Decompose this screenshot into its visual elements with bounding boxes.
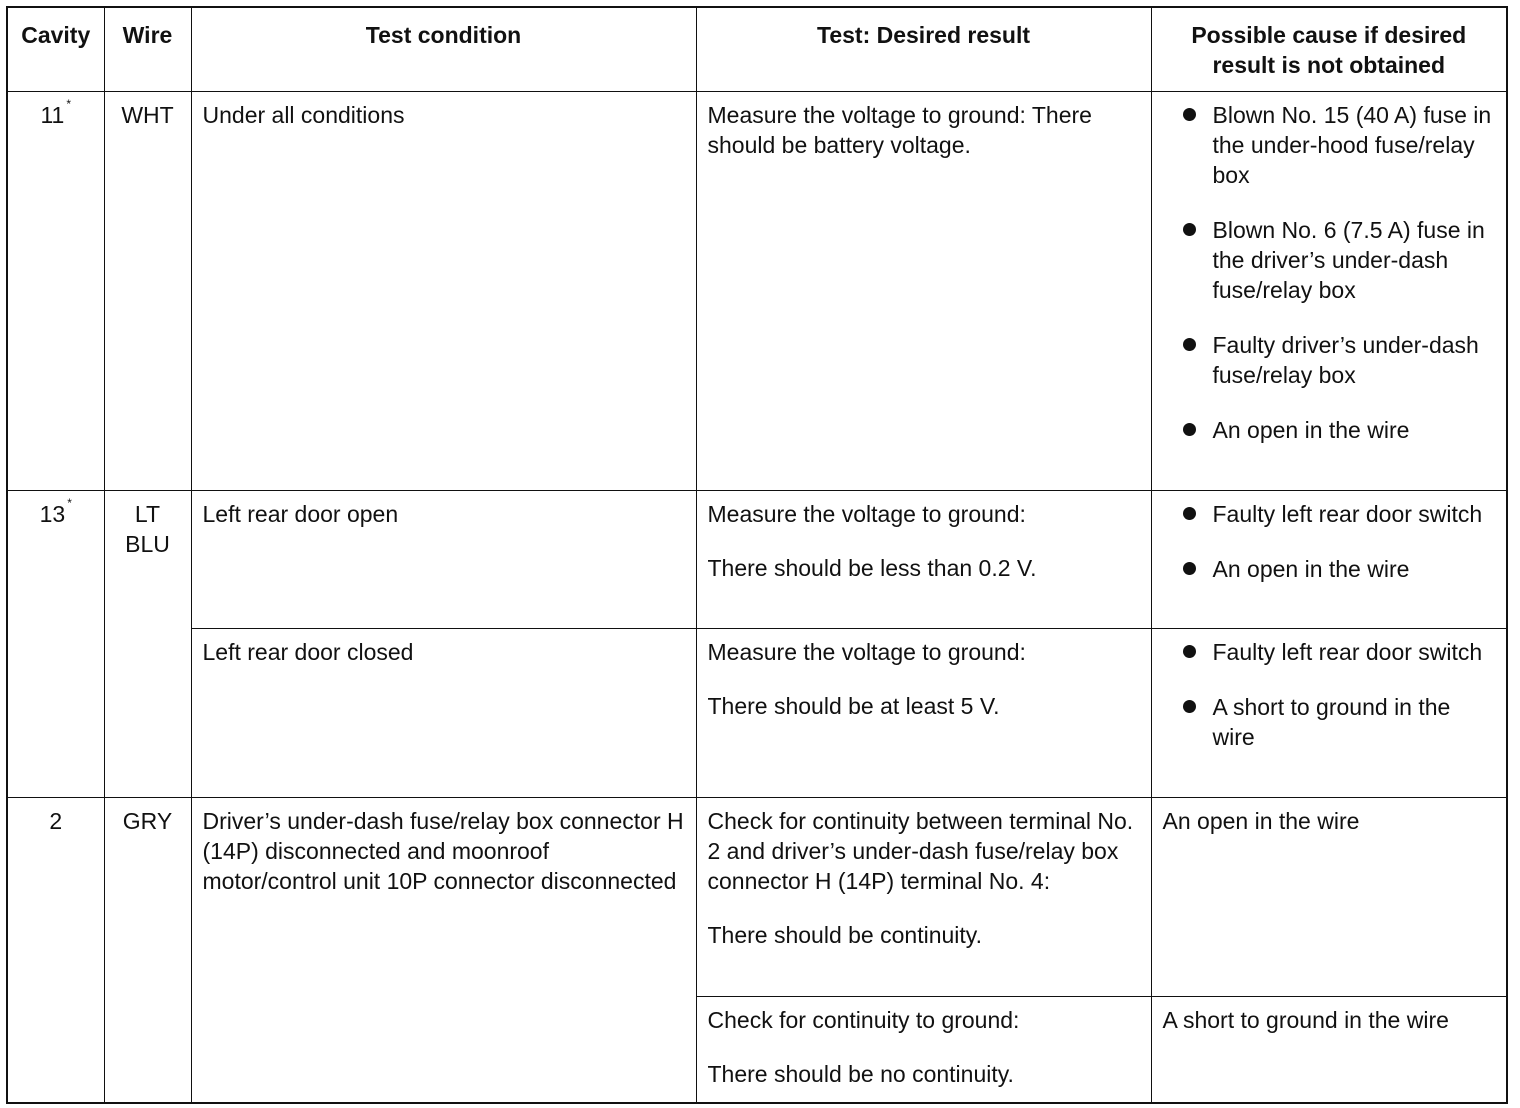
wire-cell: GRY bbox=[104, 797, 191, 1103]
footnote-mark: * bbox=[66, 96, 72, 111]
desired-result-cell bbox=[696, 996, 1151, 1103]
cause-list bbox=[1163, 499, 1496, 584]
result-expectation: There should be no continuity. bbox=[707, 1060, 1014, 1087]
test-condition-cell: Under all conditions bbox=[191, 91, 696, 490]
table-row-cavity-2-continuity bbox=[7, 797, 1507, 996]
header-possible-cause-line1: Possible cause if desired bbox=[1191, 22, 1467, 48]
header-possible-cause bbox=[1151, 7, 1507, 91]
wire-color-line1: LT bbox=[134, 500, 161, 527]
desired-result-cell bbox=[696, 797, 1151, 996]
test-condition-cell: Driver’s under-dash fuse/relay box connector H (14P) disconnected and moonroof motor/control unit 10P connector disconnected bbox=[191, 797, 696, 1103]
cause-item: Faulty left rear door switch bbox=[1179, 637, 1496, 667]
result-instruction: Measure the voltage to ground: bbox=[707, 638, 1026, 665]
cause-list bbox=[1163, 100, 1496, 445]
cause-item: Blown No. 15 (40 A) fuse in the under-hood fuse/relay box bbox=[1179, 100, 1496, 190]
header-desired-result: Test: Desired result bbox=[696, 7, 1151, 91]
result-instruction: Check for continuity between terminal No. 2 and driver’s under-dash fuse/relay box connector H (14P) terminal No. 4: bbox=[707, 807, 1134, 894]
cavity-cell: 2 bbox=[7, 797, 104, 1103]
possible-cause-cell: An open in the wire bbox=[1151, 797, 1507, 996]
desired-result-cell: Measure the voltage to ground: There should be battery voltage. bbox=[696, 91, 1151, 490]
result-expectation: There should be continuity. bbox=[707, 921, 982, 948]
cause-item: Faulty driver’s under-dash fuse/relay box bbox=[1179, 330, 1496, 390]
possible-cause-cell bbox=[1151, 628, 1507, 797]
test-condition-cell: Left rear door closed bbox=[191, 628, 696, 797]
wire-cell bbox=[104, 490, 191, 797]
header-possible-cause-line2: result is not obtained bbox=[1212, 52, 1446, 78]
cavity-number: 13 bbox=[39, 500, 66, 527]
result-instruction: Check for continuity to ground: bbox=[707, 1006, 1020, 1033]
cause-list bbox=[1163, 637, 1496, 752]
cause-item: Faulty left rear door switch bbox=[1179, 499, 1496, 529]
table-row-cavity-11 bbox=[7, 91, 1507, 490]
header-row bbox=[7, 7, 1507, 91]
result-expectation: There should be at least 5 V. bbox=[707, 692, 1000, 719]
result-instruction: Measure the voltage to ground: bbox=[707, 500, 1026, 527]
header-test-condition: Test condition bbox=[191, 7, 696, 91]
cause-item: An open in the wire bbox=[1179, 415, 1496, 445]
possible-cause-cell bbox=[1151, 490, 1507, 628]
cavity-cell bbox=[7, 490, 104, 797]
possible-cause-cell bbox=[1151, 91, 1507, 490]
wire-color-line2: BLU bbox=[125, 530, 170, 557]
table-row-cavity-13-open bbox=[7, 490, 1507, 628]
wire-cell: WHT bbox=[104, 91, 191, 490]
result-expectation: There should be less than 0.2 V. bbox=[707, 554, 1037, 581]
desired-result-cell bbox=[696, 628, 1151, 797]
table-row-cavity-13-closed bbox=[7, 628, 1507, 797]
cavity-cell bbox=[7, 91, 104, 490]
header-cavity: Cavity bbox=[7, 7, 104, 91]
connector-test-table bbox=[6, 6, 1508, 1104]
cavity-number: 11 bbox=[40, 101, 65, 128]
possible-cause-cell: A short to ground in the wire bbox=[1151, 996, 1507, 1103]
cause-item: An open in the wire bbox=[1179, 554, 1496, 584]
cause-item: A short to ground in the wire bbox=[1179, 692, 1496, 752]
footnote-mark: * bbox=[67, 495, 72, 510]
test-condition-cell: Left rear door open bbox=[191, 490, 696, 628]
cause-item: Blown No. 6 (7.5 A) fuse in the driver’s under-dash fuse/relay box bbox=[1179, 215, 1496, 305]
header-wire: Wire bbox=[104, 7, 191, 91]
desired-result-cell bbox=[696, 490, 1151, 628]
